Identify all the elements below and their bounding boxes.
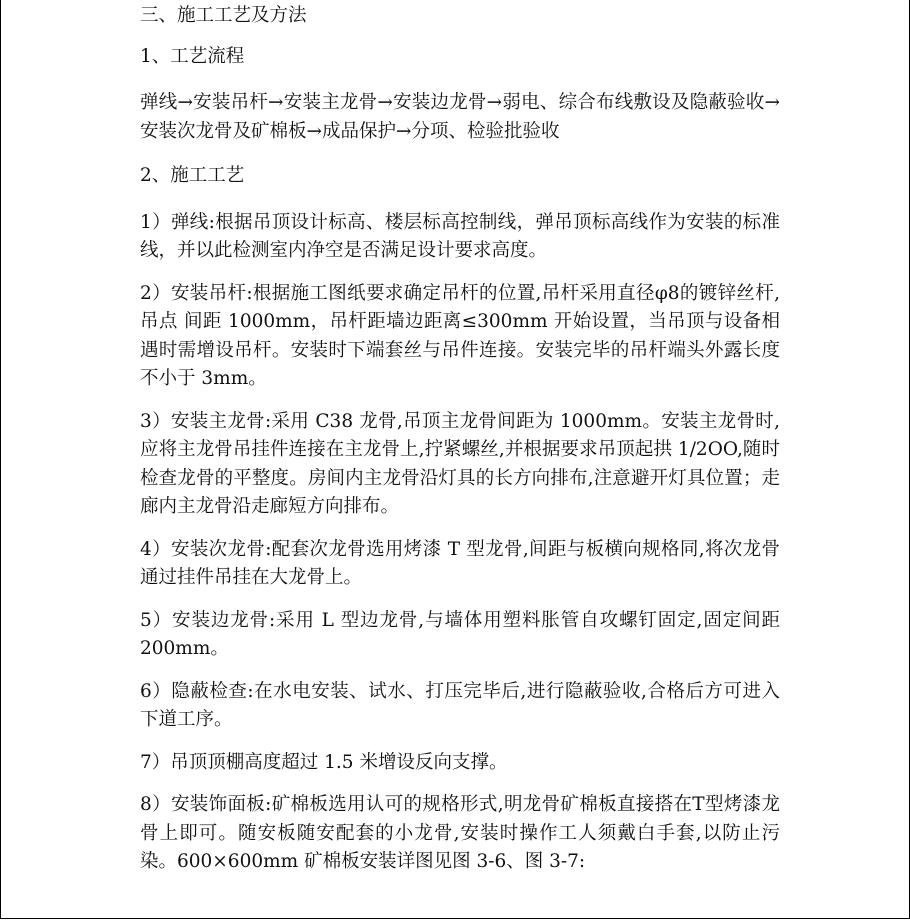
step-8-install-finish-panel: 8）安装饰面板:矿棉板选用认可的规格形式,明龙骨矿棉板直接搭在T型烤漆龙骨上即可。随安板随安配套的小龙骨,安装时操作工人须戴白手套,以防止污染。600×600mm 矿棉板安装详图见图 3-6、图 3-7: (140, 794, 780, 872)
step-5-install-edge-keel: 5）安装边龙骨:采用 L 型边龙骨,与墙体用塑料胀管自攻螺钉固定,固定间距 200mm。 (140, 609, 780, 659)
step-1-snapping-line: 1）弹线:根据吊顶设计标高、楼层标高控制线，弹吊顶标高线作为安装的标准线，并以此检测室内净空是否满足设计要求高度。 (140, 211, 780, 261)
subsection-process-flow-title: 1、工艺流程 (140, 45, 245, 67)
step-4-install-secondary-keel: 4）安装次龙骨:配套次龙骨选用烤漆 T 型龙骨,间距与板横向规格同,将次龙骨通过挂件吊挂在大龙骨上。 (140, 538, 780, 588)
step-7-reverse-support: 7）吊顶顶棚高度超过 1.5 米增设反向支撑。 (140, 751, 508, 773)
step-2-install-hanger-rod: 2）安装吊杆:根据施工图纸要求确定吊杆的位置,吊杆采用直径φ8的镀锌丝杆,吊点 间距 1000mm，吊杆距墙边距离≤300mm 开始设置，当吊顶与设备相遇时需增设吊杆。安装时下端套丝与吊件连接。安装完毕的吊杆端头外露长度不小于 3mm。 (140, 282, 780, 389)
step-3-install-main-keel: 3）安装主龙骨:采用 C38 龙骨,吊顶主龙骨间距为 1000mm。安装主龙骨时,应将主龙骨吊挂件连接在主龙骨上,拧紧螺丝,并根据要求吊顶起拱 1/2OO,随时检查龙骨的平整度。房间内主龙骨沿灯具的长方向排布,注意避开灯具位置；走廊内主龙骨沿走廊短方向排布。 (140, 410, 780, 517)
section-title: 三、施工工艺及方法 (140, 5, 307, 26)
step-6-concealed-inspection: 6）隐蔽检查:在水电安装、试水、打压完毕后,进行隐蔽验收,合格后方可进入下道工序。 (140, 680, 780, 730)
subsection-construction-process-title: 2、施工工艺 (140, 165, 245, 186)
process-flow-text: 弹线→安装吊杆→安装主龙骨→安装边龙骨→弱电、综合布线敷设及隐蔽验收→安装次龙骨及矿棉板→成品保护→分项、检验批验收 (140, 92, 780, 142)
document-body (140, 2, 780, 891)
